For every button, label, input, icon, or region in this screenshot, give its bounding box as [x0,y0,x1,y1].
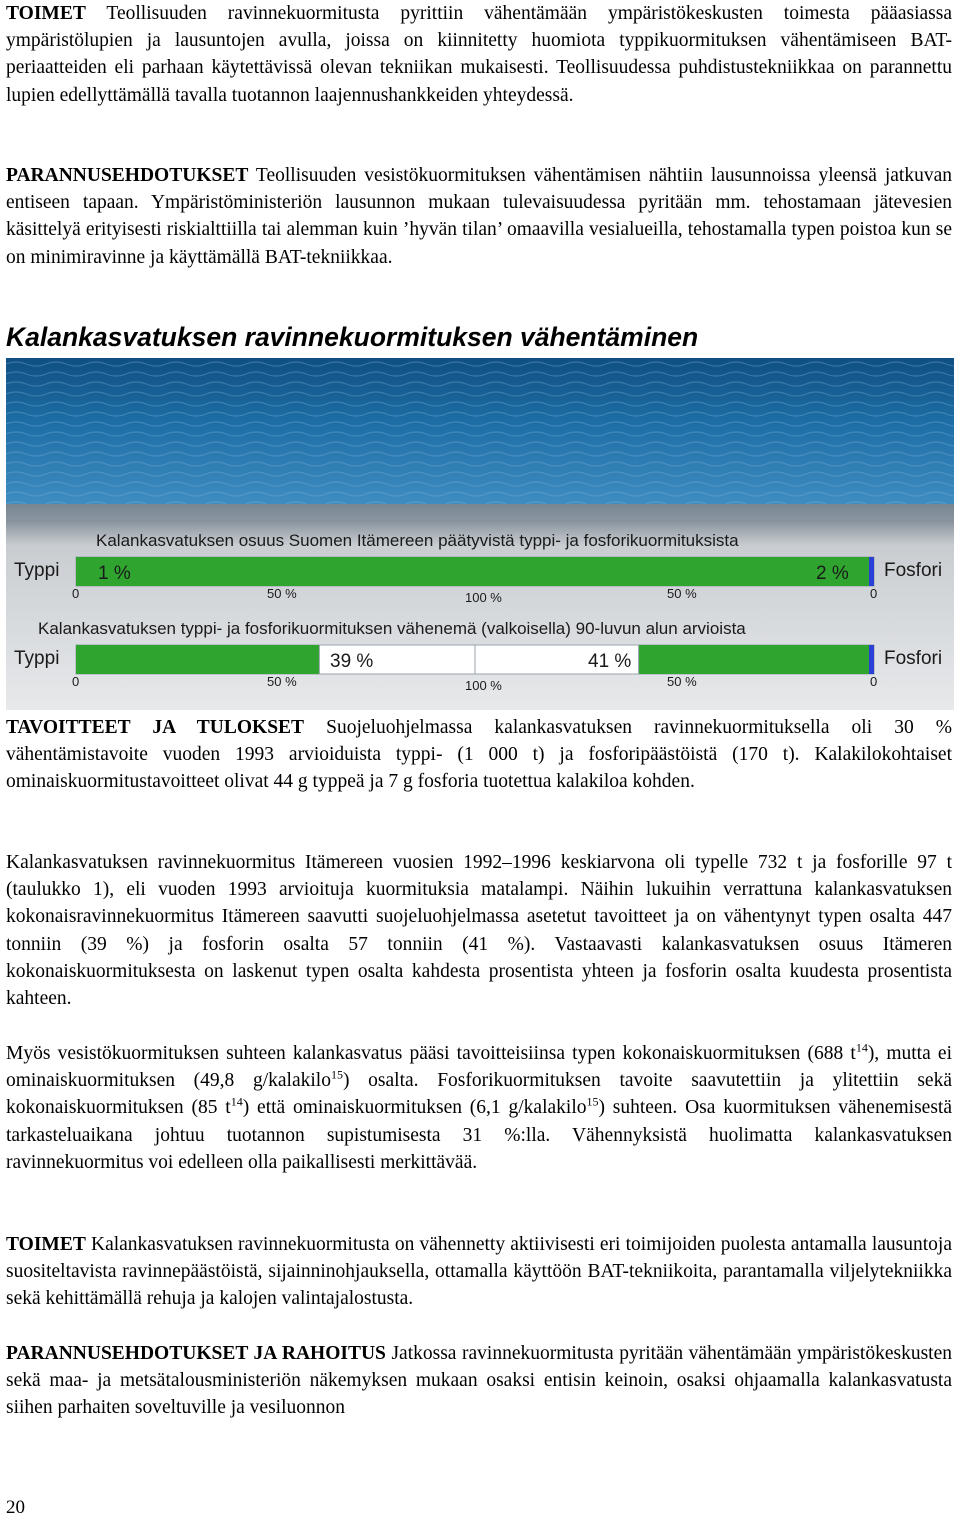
bar2-right-label: Fosfori [884,648,943,669]
bar2-fosfori-cap [869,645,874,674]
bar1-right-label: Fosfori [884,560,943,581]
bar2-tick: 0 [870,674,878,689]
sea-photo [6,358,954,504]
paragraph-improvements-industry [6,162,952,271]
bar1-tick: 0 [870,586,878,601]
bar1-fosfori-segment [475,557,869,586]
paragraph-text: Kalankasvatuksen ravinnekuormitus Itämereen vuosien 1992–1996 keskiarvona oli typelle 732 t ja fosforille 97 t (taulukko 1), eli vuoden 1993 arvioituja kuormituksia matalampi. Näihin lukuihin verrattuna kalankasvatuksen kokonaisravinnekuormitus Itämereen saavutti suojeluohjelmassa asetetut tavoitteet ja on vähentynyt typen osalta 447 tonniin (39 %) ja fosforin osalta 57 tonniin (41 %). Vastaavasti kalankasvatuksen osuus Itämeren kokonaiskuormituksesta on laskenut typen osalta kahdesta prosentista yhteen ja fosforin osalta kuudesta prosentista kahteen. [6,852,952,1010]
bar1-tick: 0 [72,586,80,601]
bar1-title: Kalankasvatuksen osuus Suomen Itämereen päätyvistä typpi- ja fosforikuormituksista [96,531,739,550]
bar2-tick: 0 [72,674,80,689]
footnote-ref: 14 [855,1040,868,1055]
sea-photo-image [6,358,954,504]
bar1-typpi-value: 1 % [98,563,131,584]
paragraph-lead: PARANNUSEHDOTUKSET JA RAHOITUS [6,1343,386,1364]
bar2-tick: 100 % [465,678,502,693]
footnote-ref: 15 [330,1067,343,1082]
nutrient-infographic [0,504,960,710]
section-heading: Kalankasvatuksen ravinnekuormituksen vähentäminen [6,322,699,352]
paragraph-text: Kalankasvatuksen ravinnekuormitusta on vähennetty aktiivisesti eri toimijoiden puolesta antamalla lausuntoja suositeltavista ravinnepäästöistä, sijainninohjauksella, ottamalla käyttöön BAT-tekniikoita, parantamalla viljelytekniikka sekä kehittämällä rehuja ja kalojen valintajalostusta. [6,1234,952,1310]
bar1-fosfori-value: 2 % [816,563,849,584]
paragraph-text: Suojeluohjelmassa kalankasvatuksen ravinnekuormituksella oli 30 % vähentämistavoite vuoden 1993 arvioiduista typpi- (1 000 t) ja fosforipäästöistä (170 t). Kalakilokohtaiset ominaiskuormitustavoitteet olivat 44 g typpeä ja 7 g fosforia tuotettua kalakiloa kohden. [6,717,952,793]
bar2-typpi-value: 39 % [330,651,374,672]
paragraph-text: ) osalta. Fosforikuormituksen tavoite saavutettiin ja ylitettiin sekä kokonaiskuormituksen (85 t [6,1070,952,1119]
paragraph-load-results [6,849,952,1012]
paragraph-text: ) että ominaiskuormituksen (6,1 g/kalakilo [242,1097,587,1119]
bar2-title: Kalankasvatuksen typpi- ja fosforikuormituksen vähenemä (valkoisella) 90-luvun alun arvioista [38,619,746,638]
paragraph-toimet-aquaculture [6,1231,952,1313]
bar1-tick: 50 % [267,586,297,601]
footnote-ref: 14 [230,1094,243,1109]
infographic-canvas [0,504,960,710]
paragraph-text: ), mutta ei ominaiskuormituksen (49,8 g/kalakilo [6,1043,952,1092]
bar2-tick: 50 % [267,674,297,689]
bar2-fosfori-segment [639,645,874,674]
paragraph-text: Teollisuuden ravinnekuormitusta pyrittiin vähentämään ympäristökeskusten toimesta pääasiassa ympäristölupien ja lausuntojen avulla, joissa on kiinnitetty huomiota typpikuormituksen vähentämiseen BAT-periaatteiden eli parhaan käytettävissä olevan tekniikan mukaisesti. Teollisuudessa puhdistustekniikkaa on parannettu lupien edellyttämällä tavalla tuotannon laajennushankkeiden yhteydessä. [6,3,952,106]
paragraph-text: ) suhteen. Osa kuormituksen vähenemisestä tarkasteluaikana johtuu tuotannon supistumisesta 31 %:lla. Vähennyksistä huolimatta kalankasvatuksen ravinnekuormitus voi edelleen olla paikallisesti merkittävää. [6,1097,952,1173]
paragraph-text: Myös vesistökuormituksen suhteen kalankasvatus pääsi tavoitteisiinsa typen kokonaiskuormituksen (688 t [6,1043,856,1064]
paragraph-lead: TOIMET [6,1234,86,1255]
bar2-typpi-segment [76,645,319,674]
paragraph-text: Teollisuuden vesistökuormituksen vähentämisen nähtiin lausunnoissa yleensä jatkuvan entiseen tapaan. Ympäristöministeriön lausunnon mukaan tulevaisuudessa pyritään mm. tehostamaan jätevesien käsittelyä erityisesti riskialttiilla tai alemman kuin ’hyvän tilan’ omaavilla vesialueilla, tehostamalla typen poistoa kun se on minimiravinne ja käyttämällä BAT-tekniikkaa. [6,165,952,268]
bar1-left-label: Typpi [14,560,60,581]
paragraph-text: Jatkossa ravinnekuormitusta pyritään vähentämään ympäristökeskusten sekä maa- ja metsätalousministeriön näkemyksen mukaan osaksi entisin keinoin, osaksi ohjaamalla kalankasvatusta siihen parhaiten soveltuville ja vesiluonnon [6,1343,952,1419]
paragraph-toimet-industry [6,0,952,109]
bar1-typpi-segment [76,557,475,586]
bar1-tick: 50 % [667,586,697,601]
paragraph-lead: PARANNUSEHDOTUKSET [6,165,249,186]
page-number: 20 [6,1497,25,1518]
bar1-tick: 100 % [465,590,502,605]
bar2-left-label: Typpi [14,648,60,669]
paragraph-lead: TAVOITTEET JA TULOKSET [6,717,305,738]
bar2-fosfori-value: 41 % [588,651,632,672]
bar1-fosfori-cap [869,557,874,586]
paragraph-watercourse-load [6,1040,952,1176]
bar2-tick: 50 % [667,674,697,689]
paragraph-lead: TOIMET [6,3,86,24]
footnote-ref: 15 [586,1094,599,1109]
paragraph-improvements-funding [6,1340,952,1422]
paragraph-goals-results [6,714,952,796]
